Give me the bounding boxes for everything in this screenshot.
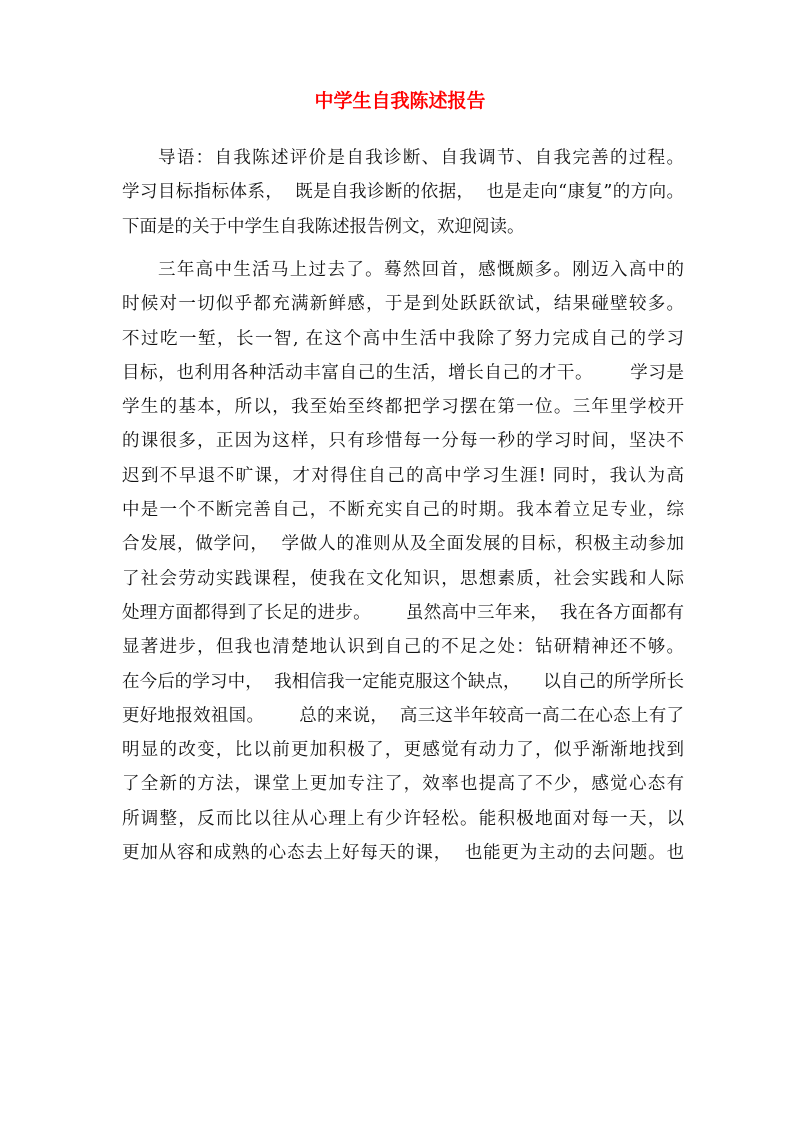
- text-line: 在今后的学习中， 我相信我一定能克服这个缺点， 以自己的所学所长: [122, 671, 684, 692]
- text-line: 时候对一切似乎都充满新鲜感，于是到处跃跃欲试，结果碰壁较多。: [122, 294, 684, 315]
- body-paragraph: [122, 253, 684, 870]
- text-line: 更好地报效祖国。 总的来说， 高三这半年较高一高二在心态上有了: [122, 705, 684, 726]
- text-line: 合发展，做学问， 学做人的准则从及全面发展的目标，积极主动参加: [122, 534, 684, 555]
- text-line: 处理方面都得到了长足的进步。 虽然高中三年来， 我在各方面都有: [122, 602, 684, 623]
- text-line: 学习目标指标体系， 既是自我诊断的依据， 也是走向“康复”的方向。: [122, 182, 684, 203]
- text-line: 了全新的方法，课堂上更加专注了，效率也提高了不少，感觉心态有: [122, 774, 684, 795]
- text-line: 导语：自我陈述评价是自我诊断、自我调节、自我完善的过程。: [158, 148, 684, 168]
- text-line: 不过吃一堑，长一智, 在这个高中生活中我除了努力完成自己的学习: [122, 328, 684, 349]
- text-line: 明显的改变，比以前更加积极了，更感觉有动力了，似乎渐渐地找到: [122, 740, 684, 761]
- text-line: 更加从容和成熟的心态去上好每天的课， 也能更为主动的去问题。也: [122, 843, 684, 864]
- text-line: 下面是的关于中学生自我陈述报告例文，欢迎阅读。: [122, 216, 525, 237]
- text-line: 中是一个不断完善自己，不断充实自己的时期。我本着立足专业，综: [122, 500, 684, 521]
- text-line: 所调整，反而比以往从心理上有少许轻松。能积极地面对每一天，以: [122, 808, 684, 829]
- text-line: 迟到不早退不旷课，才对得住自己的高中学习生涯! 同时，我认为高: [122, 465, 684, 486]
- text-line: 三年高中生活马上过去了。蓦然回首，感慨颇多。刚迈入高中的: [158, 260, 684, 280]
- text-line: 显著进步，但我也清楚地认识到自己的不足之处：钻研精神还不够。: [122, 637, 684, 658]
- text-line: 的课很多，正因为这样，只有珍惜每一分每一秒的学习时间，坚决不: [122, 431, 684, 452]
- text-line: 了社会劳动实践课程，使我在文化知识，思想素质，社会实践和人际: [122, 568, 684, 589]
- text-line: 目标，也利用各种活动丰富自己的生活，增长自己的才干。 学习是: [122, 362, 684, 383]
- document-title: 中学生自我陈述报告: [314, 90, 486, 112]
- intro-paragraph: [122, 141, 684, 244]
- text-line: 学生的基本，所以，我至始至终都把学习摆在第一位。三年里学校开: [122, 397, 684, 418]
